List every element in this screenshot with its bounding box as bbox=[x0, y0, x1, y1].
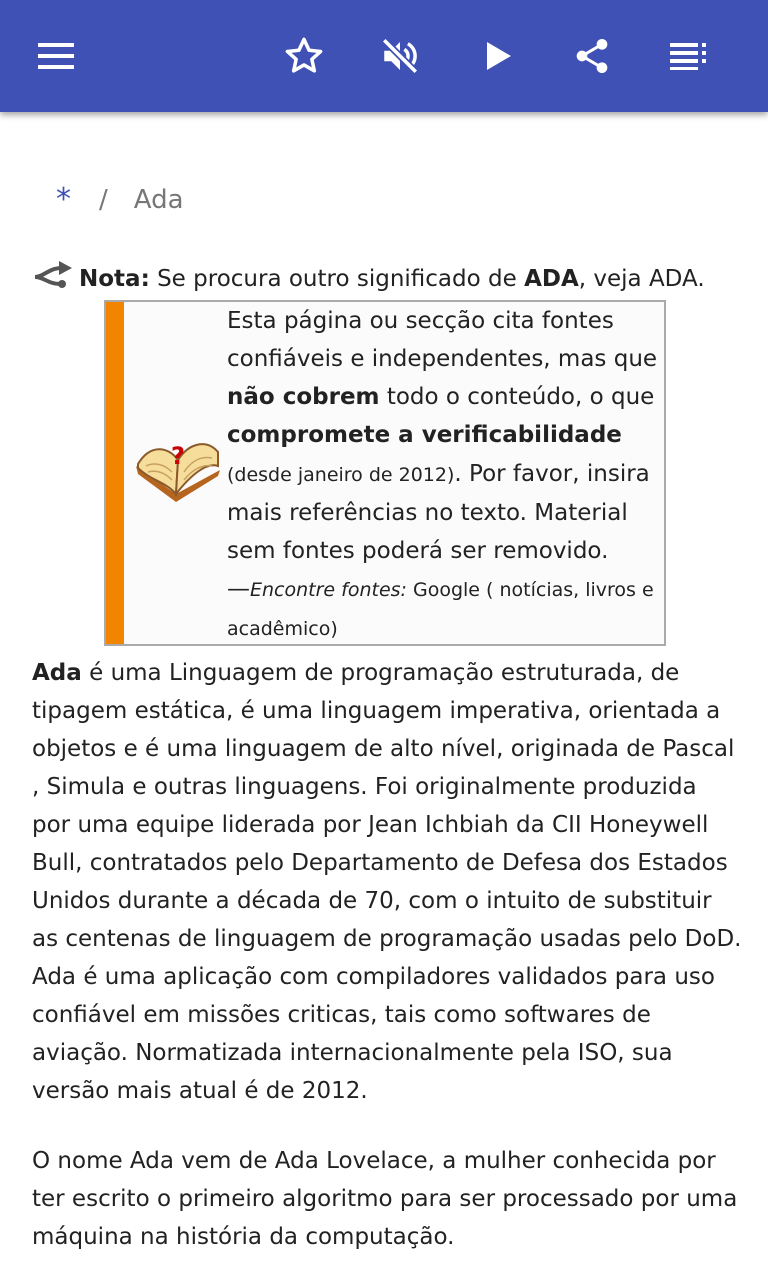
note-text-before: Se procura outro significado de bbox=[149, 266, 525, 292]
warning-line-1: Esta página ou secção cita fontes confiáveis e independentes, mas que bbox=[227, 308, 658, 372]
favorite-button[interactable] bbox=[276, 28, 332, 84]
note-text-after: , veja ADA. bbox=[578, 266, 705, 292]
open-book-question-icon bbox=[132, 432, 224, 508]
contents-button[interactable] bbox=[660, 28, 716, 84]
note-text bbox=[79, 260, 705, 298]
find-sources-label: Encontre fontes: bbox=[250, 579, 407, 601]
warning-accent-bar bbox=[106, 302, 124, 644]
note-label: Nota: bbox=[79, 266, 150, 292]
article-term: Ada bbox=[32, 660, 82, 686]
find-sources-dash: — bbox=[227, 576, 250, 602]
warning-line-3: . Por favor, insira mais referências no texto. Material sem fontes poderá ser removido. bbox=[227, 461, 650, 564]
menu-button[interactable] bbox=[28, 28, 84, 84]
breadcrumb-home-link[interactable]: * bbox=[56, 182, 71, 217]
article-paragraph-2-text: O nome Ada vem de Ada Lovelace, a mulher conhecida por ter escrito o primeiro algoritmo para ser processado por uma máquina na história da computação. bbox=[32, 1148, 738, 1250]
hamburger-menu-icon bbox=[36, 42, 76, 70]
breadcrumb bbox=[56, 180, 184, 220]
share-button[interactable] bbox=[564, 28, 620, 84]
mute-button[interactable] bbox=[372, 28, 428, 84]
article-paragraph-1-text: é uma Linguagem de programação estruturada, de tipagem estática, é uma linguagem imperativa, orientada a objetos e é uma linguagem de alto nível, originada de Pascal , Simula e outras linguagens. Foi originalmente produzida por uma equipe liderada por Jean Ichbiah da CII Honeywell Bull, contratados pelo Departamento de Defesa dos Estados Unidos durante a década de 70, com o intuito de substituir as centenas de linguagem de programação usadas pelo DoD. Ada é uma aplicação com compiladores validados para uso confiável em missões criticas, tais como softwares de aviação. Normatizada internacionalmente pela ISO, sua versão mais atual é de 2012. bbox=[32, 660, 742, 1104]
warning-bold-1: não cobrem bbox=[227, 384, 380, 410]
app-toolbar bbox=[0, 0, 768, 112]
note-term: ADA bbox=[524, 266, 579, 292]
svg-text:?: ? bbox=[171, 442, 185, 470]
list-contents-icon bbox=[668, 42, 708, 70]
play-button[interactable] bbox=[470, 28, 526, 84]
article-paragraph-2 bbox=[32, 1142, 742, 1256]
article-paragraph-1 bbox=[32, 654, 742, 1110]
warning-line-2: todo o conteúdo, o que bbox=[379, 384, 655, 410]
disambiguation-arrows-icon bbox=[32, 260, 74, 290]
star-outline-icon bbox=[283, 35, 325, 77]
breadcrumb-current: Ada bbox=[133, 185, 184, 215]
warning-date: (desde janeiro de 2012) bbox=[227, 464, 455, 486]
find-sources-links[interactable]: Google ( notícias, livros e acadêmico) bbox=[227, 579, 654, 640]
sources-warning-box bbox=[104, 300, 666, 646]
volume-off-icon bbox=[379, 35, 421, 77]
warning-text bbox=[227, 302, 659, 648]
warning-bold-2: compromete a verificabilidade bbox=[227, 422, 622, 448]
breadcrumb-separator: / bbox=[99, 185, 108, 215]
share-icon bbox=[572, 35, 612, 77]
play-icon bbox=[483, 40, 513, 72]
